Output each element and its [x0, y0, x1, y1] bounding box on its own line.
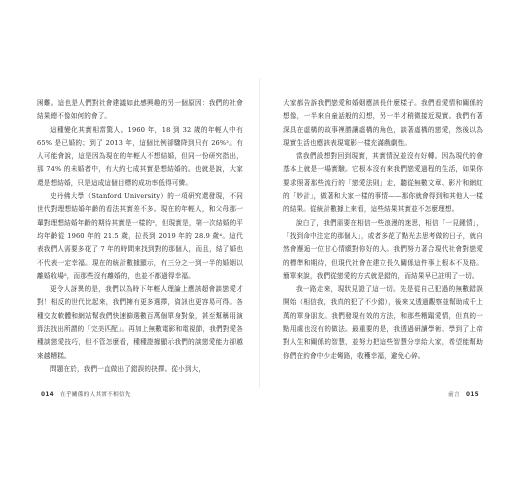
- right-page-footer: [448, 390, 483, 398]
- paragraph: 問題在於，我們一直做出了錯誤的抉擇。從小到大，: [50, 364, 206, 373]
- paragraph: 大家都告訴我們戀愛和婚姻應該長什麼樣子。我們看愛情和關係的想像，一半來自童話般的幻想，另一半才稍微接近現實。我們有著深具在虛構的故事裡勝讓虛構的角色，談著虛構的戀愛，然後以為現實生活也應該表現電影一樣充滿戲劇性。: [283, 99, 483, 147]
- left-page: [37, 97, 243, 387]
- paragraph: 當我們設想對回到現實，其實情況並沒有好轉。因為現代的會基本上就是一場實驗。它根本沒有來我們戀愛過程的生活，如果你要求照著那些流行的「戀愛法則」走，聽從無數文章、影片和網紅的「妙計」，做著和大家一樣的事情——那你就會得到和其他人一樣的結果。從統計數據上來看，這些結果其實並不怎麼理想。: [283, 152, 483, 214]
- paragraph: 更令人訝異的是，我們以為時下年輕人理論上應該超會談戀愛才對！相反的世代比起來，我們擁有更多選擇，資訊也更容易可得。各種交友軟體和網站幫我們快速篩選數百萬個單身對象，甚至幫稱用演算法找出所謂的「完美匹配」。再加上無數電影和電視節，我們對愛各種談戀愛技巧，但不管怎麼看，種種證據顯示我們的談戀愛能力卻越來越糟糕。: [37, 285, 243, 360]
- page-gutter: [259, 78, 260, 388]
- right-page: [283, 97, 483, 387]
- paragraph: 困難。這也是人們對社會建議如此感興趣的另一個原因：我們的社會結果總不像如何的會了。: [37, 99, 243, 121]
- left-page-footer: [37, 390, 131, 398]
- running-title: 在乎關係的人其實不相信先: [60, 392, 131, 398]
- paragraph: 說白了，我們需要在相信一些浪漫的迷思，相信「一見鍾情」，「找到命中注定的那個人」，或者多花了點光去思考做的日子，就自然會邂逅一位甘心情願對你好的人。我們努力著合現代社會對戀愛的標準和期待，但現代社會在建立長久關係這件事上根本不及格。簡單來說，我們從戀愛的方式就是錯的，而結果早已註明了一切。: [283, 218, 483, 280]
- paragraph: 史丹佛大學（Stanford University）的一項研究還發現，不同世代對理想結婚年齡的看法其實差不多。現在的年輕人，和父母那一輩對理想結婚年齡的期待其實是一樣的³，但現實是，第一次結婚的平均年齡從 1960 年的 21.5 歲，拉長到 2019 年的 28.9 歲⁴。這代表我們人需要多花了 7 年的時間來找到對的那個人，而且，結了婚也不代表一定幸福。現在的統計數據顯示，有三分之一到一半的婚姻以離婚收場⁵，而那些沒有離婚的，也並不都過得幸福。: [37, 192, 243, 280]
- paragraph: 我一路走來，現狀見證了這一切。先是從自己犯過的無數錯誤開始（相信我，我真的犯了不少錯），後來又透過觀察並幫助成千上萬的單身朋友。我們發現有效的方法，和那些糟蹋愛情，但真的一點用處也沒有的做法。最重要的是，我透過研讀學術、學到了上帝對人生和關係的智慧，並努力把這些智慧分享給大家，希望能幫助你們在約會中少走彎路，收穫幸福，避免心碎。: [283, 285, 483, 360]
- paragraph: 這種變化其實相當驚人。1960 年，18 到 32 歲的年輕人中有 65% 是已婚的；到了 2013 年，這個比例卻驟降到只有 26%²。有人可能會說，這是因為現在的年輕人不想結婚，但同一份研究指出，那 74% 的未婚者中，有大約七成其實是想結婚的。也就是說，大家還是想結婚，只是這成這個目標的成功率低得可憐。: [37, 125, 243, 187]
- page-number: 015: [465, 392, 479, 398]
- page-number: 014: [41, 392, 55, 398]
- running-section: 前言: [448, 392, 460, 398]
